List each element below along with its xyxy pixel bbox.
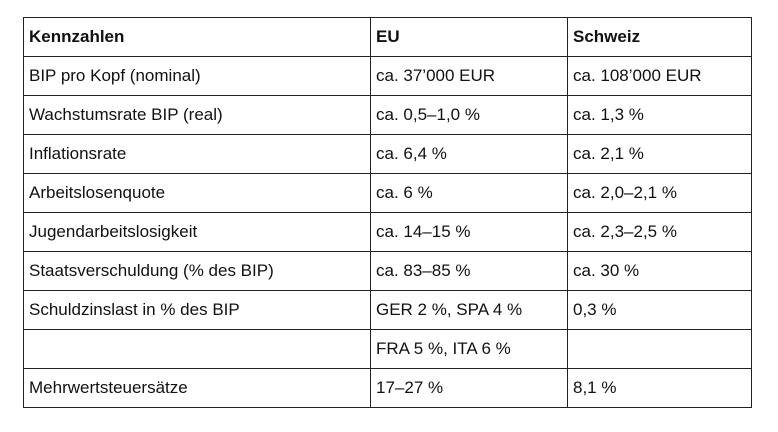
table-row bbox=[24, 174, 752, 213]
row-label: Arbeitslosenquote bbox=[24, 174, 371, 213]
comparison-table bbox=[23, 17, 752, 408]
eu-value: GER 2 %, SPA 4 % bbox=[371, 291, 568, 330]
ch-value: ca. 1,3 % bbox=[568, 96, 752, 135]
ch-value: ca. 2,1 % bbox=[568, 135, 752, 174]
row-label: Staatsverschuldung (% des BIP) bbox=[24, 252, 371, 291]
eu-value: ca. 14–15 % bbox=[371, 213, 568, 252]
eu-value: ca. 83–85 % bbox=[371, 252, 568, 291]
comparison-table-container bbox=[23, 17, 752, 408]
header-kennzahlen: Kennzahlen bbox=[24, 18, 371, 57]
ch-value bbox=[568, 330, 752, 369]
table-row bbox=[24, 330, 752, 369]
eu-value: FRA 5 %, ITA 6 % bbox=[371, 330, 568, 369]
row-label: BIP pro Kopf (nominal) bbox=[24, 57, 371, 96]
row-label bbox=[24, 330, 371, 369]
table-row bbox=[24, 96, 752, 135]
eu-value: ca. 6,4 % bbox=[371, 135, 568, 174]
ch-value: 8,1 % bbox=[568, 369, 752, 408]
ch-value: ca. 2,3–2,5 % bbox=[568, 213, 752, 252]
eu-value: ca. 37’000 EUR bbox=[371, 57, 568, 96]
header-eu: EU bbox=[371, 18, 568, 57]
ch-value: 0,3 % bbox=[568, 291, 752, 330]
eu-value: ca. 6 % bbox=[371, 174, 568, 213]
row-label: Inflationsrate bbox=[24, 135, 371, 174]
row-label: Jugendarbeitslosigkeit bbox=[24, 213, 371, 252]
ch-value: ca. 2,0–2,1 % bbox=[568, 174, 752, 213]
row-label: Mehrwertsteuersätze bbox=[24, 369, 371, 408]
row-label: Wachstumsrate BIP (real) bbox=[24, 96, 371, 135]
table-row bbox=[24, 57, 752, 96]
ch-value: ca. 30 % bbox=[568, 252, 752, 291]
table-row bbox=[24, 213, 752, 252]
table-row bbox=[24, 369, 752, 408]
eu-value: 17–27 % bbox=[371, 369, 568, 408]
row-label: Schuldzinslast in % des BIP bbox=[24, 291, 371, 330]
header-schweiz: Schweiz bbox=[568, 18, 752, 57]
table-row bbox=[24, 252, 752, 291]
ch-value: ca. 108’000 EUR bbox=[568, 57, 752, 96]
table-row bbox=[24, 135, 752, 174]
table-header-row bbox=[24, 18, 752, 57]
eu-value: ca. 0,5–1,0 % bbox=[371, 96, 568, 135]
table-row bbox=[24, 291, 752, 330]
